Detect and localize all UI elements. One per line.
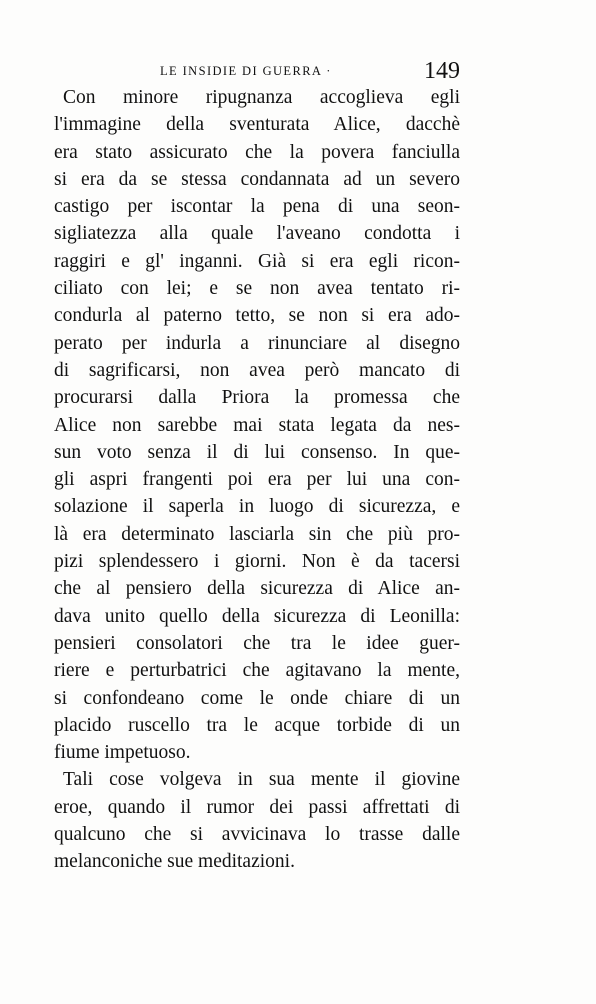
text-line: dava unito quello della sicurezza di Leonilla: [54, 605, 460, 627]
text-line: condurla al paterno tetto, se non si era ado- [54, 305, 460, 327]
text-line: era stato assicurato che la povera fanciulla [54, 141, 460, 163]
running-title: LE INSIDIE DI GUERRA · [160, 64, 332, 78]
text-line: perato per indurla a rinunciare al disegno [54, 332, 460, 354]
text-line: eroe, quando il rumor dei passi affrettati di [54, 796, 460, 818]
text-line: fiume impetuoso. [54, 742, 191, 764]
text-line: raggiri e gl' inganni. Già si era egli ricon- [54, 250, 460, 272]
page-number: 149 [424, 58, 460, 84]
text-line: Tali cose volgeva in sua mente il giovine [63, 769, 460, 791]
text-line: pensieri consolatori che tra le idee guer- [54, 632, 460, 654]
paragraph-1 [54, 84, 460, 766]
text-line: che al pensiero della sicurezza di Alice an- [54, 578, 460, 600]
text-line: castigo per iscontar la pena di una seon- [54, 196, 460, 218]
text-line: solazione il saperla in luogo di sicurezza, e [54, 496, 460, 518]
text-line: procurarsi dalla Priora la promessa che [54, 387, 460, 409]
text-line: sun voto senza il di lui consenso. In que- [54, 441, 460, 463]
text-line: gli aspri frangenti poi era per lui una con- [54, 469, 460, 491]
text-line: là era determinato lasciarla sin che più pro- [54, 523, 460, 545]
text-line: melanconiche sue meditazioni. [54, 851, 295, 873]
text-line: sigliatezza alla quale l'aveano condotta i [54, 223, 460, 245]
text-line: riere e perturbatrici che agitavano la mente, [54, 660, 460, 682]
body-text [54, 84, 460, 876]
paragraph-2 [54, 766, 460, 875]
text-line: di sagrificarsi, non avea però mancato di [54, 359, 460, 381]
text-line: ciliato con lei; e se non avea tentato ri- [54, 278, 460, 300]
text-line: si era da se stessa condannata ad un severo [54, 168, 460, 190]
text-line: pizi splendessero i giorni. Non è da tacersi [54, 551, 460, 573]
text-line: l'immagine della sventurata Alice, dacchè [54, 114, 460, 136]
text-line: Con minore ripugnanza accoglieva egli [63, 87, 460, 108]
text-line: qualcuno che si avvicinava lo trasse dalle [54, 824, 460, 846]
text-line: Alice non sarebbe mai stata legata da nes- [54, 414, 460, 436]
text-line: placido ruscello tra le acque torbide di un [54, 714, 460, 736]
text-line: si confondeano come le onde chiare di un [54, 687, 460, 709]
